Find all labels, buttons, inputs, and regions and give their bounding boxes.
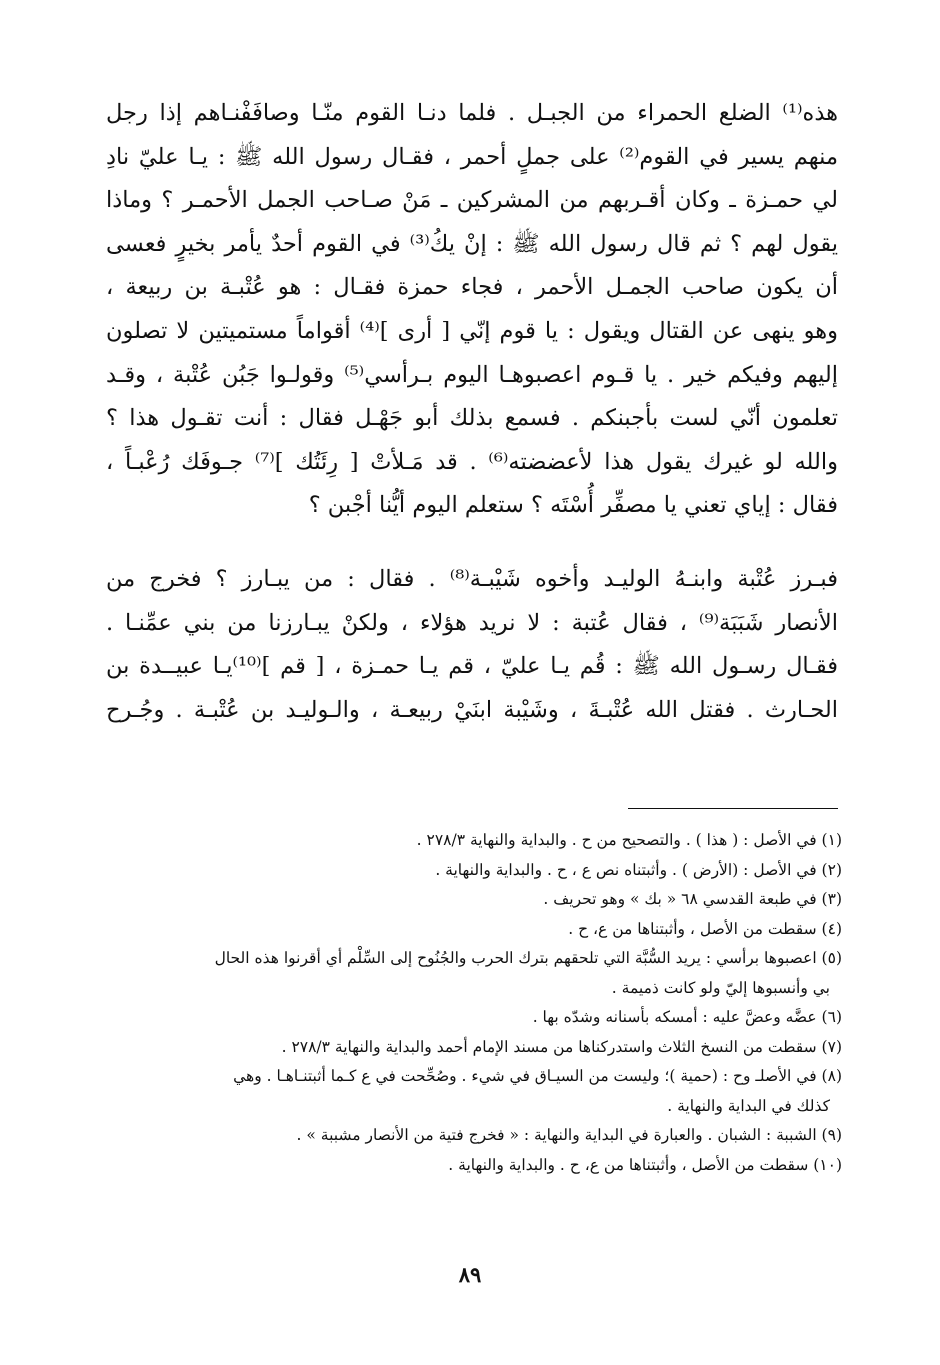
footnote-line: (١) في الأصل : ( هذا ) . والتصحيح من ح . والبداية والنهاية ٢٧٨/٣ . xyxy=(416,831,842,849)
footnote xyxy=(102,1121,842,1151)
text-line: فبـرز عُتْبة وابنـهُ الوليـد وأخوه شَيْبـة⁽⁸⁾ . فقال : من يبـارز ؟ فخرج من xyxy=(106,565,838,592)
footnote-line: (٦) عضَّه وعضَّ عليه : أمسكه بأسنانه وشدّه بها . xyxy=(532,1008,842,1026)
text-line: يقول لهم ؟ ثم قال رسول الله ﷺ : إنْ يكُ⁽³⁾ في القوم أحدٌ يأمر بخيرٍ فعسى xyxy=(106,230,838,257)
main-text xyxy=(106,92,838,732)
footnote-divider xyxy=(628,808,838,809)
footnote-line: (٧) سقطت من النسخ الثلاث واستدركناها من مسند الإمام أحمد والبداية والنهاية ٢٧٨/٣ . xyxy=(281,1037,842,1056)
text-line: تعلمون أنّي لست بأجبنكم . فسمع بذلك أبو جَهْـل فقال : أنت تقـول هذا ؟ xyxy=(106,405,838,432)
footnote-line: (٤) سقطت من الأصل ، وأثبتناها من ع، ح . xyxy=(568,919,842,938)
footnote-line: كذلك في البداية والنهاية . xyxy=(667,1096,830,1115)
footnote-line: (٣) في طبعة القدسي ٦٨ « بك » وهو تحريف . xyxy=(543,890,842,908)
footnote xyxy=(102,856,842,886)
footnote xyxy=(102,1003,842,1033)
paragraph-2 xyxy=(106,558,838,732)
footnote-line: بي وأنسبوها إليّ ولو كانت ذميمة . xyxy=(611,978,830,997)
paragraph-gap xyxy=(106,528,838,558)
footnote xyxy=(102,1151,842,1181)
footnote-line: (٢) في الأصل : (الأرض ) . وأثبتناه نص ع ، ح . والبداية والنهاية . xyxy=(435,860,842,879)
page-number: ٨٩ xyxy=(458,1262,482,1287)
text-line: الحـارث . فقتل الله عُتْبـةَ ، وشَيْبة ابنَيْ ربيعـة ، والـوليـد بن عُتْبـة . وجُـرح xyxy=(106,696,838,723)
text-line: إليهم وفيكم خير . يا قـوم اعصبوهـا اليوم بـرأسي⁽⁵⁾ وقولـوا جَبُن عُتْبة ، وقـد xyxy=(106,361,838,388)
footnote-line: (٨) في الأصلـ وح : (حمية )؛ وليست من السيـاق في شيء . وصُحِّحت في ع كـما أثبتنـاهـا . وهي xyxy=(233,1067,842,1085)
footnote xyxy=(102,826,842,856)
text-line: فقال : إياي تعني يا مصفِّر أُسْتَه ؟ ستعلم اليوم أيُّنا أجْبن ؟ xyxy=(308,492,838,519)
footnote xyxy=(102,944,842,1003)
text-line: أن يكون صاحب الجمـل الأحمر ، فجاء حمزة فقـال : هو عُتْبـة بن ربيعة ، xyxy=(106,274,838,301)
text-line: الأنصار شَبَبَة⁽⁹⁾ ، فقال عُتبة : لا نريد هؤلاء ، ولكنْ يبـارزنا من بني عمِّنـا . xyxy=(106,609,838,636)
text-line: والله لو غيرك يقول هذا لأعضضته⁽⁶⁾ . قد مَـلأتْ [ رِئَتُك ]⁽⁷⁾ جـوفَك رُعْبـاً ، xyxy=(106,448,838,475)
text-line: لي حمـزة ـ وكان أقـربهم من المشركين ـ مَنْ صـاحب الجمل الأحمـر ؟ وماذا xyxy=(106,187,838,214)
footnote xyxy=(102,885,842,915)
text-line: منهم يسير في القوم⁽²⁾ على جملٍ أحمر ، فقـال رسول الله ﷺ : يـا عليّ نادِ xyxy=(106,143,838,170)
text-line: هذه⁽¹⁾ الضلع الحمراء من الجبـل . فلما دنـا القوم منّـا وصافَفْنـاهم إذا رجل xyxy=(106,100,838,126)
footnotes xyxy=(102,826,842,1180)
text-line: فقـال رسـول الله ﷺ : قُم يـا عليّ ، قم يـا حمـزة ، [ قم ]⁽¹⁰⁾يـا عبيــدة بن xyxy=(106,653,839,680)
footnote xyxy=(102,915,842,945)
paragraph-1 xyxy=(106,92,838,528)
footnote-line: (٩) الشببة : الشبان . والعبارة في البداية والنهاية : « فخرج فتية من الأنصار مشببة » . xyxy=(296,1126,842,1144)
text-line: وهو ينهى عن القتال ويقول : يا قوم إنّي [ أرى ]⁽⁴⁾ أقواماً مستميتين لا تصلون xyxy=(106,317,839,344)
footnote-line: (١٠) سقطت من الأصل ، وأثبتناها من ع، ح . والبداية والنهاية . xyxy=(448,1155,842,1174)
footnote-line: (٥) اعصبوها برأسي : يريد السُّبَّة التي تلحقهم بترك الحرب والجُنُوح إلى السِّلْم أي أقرنوا هذه الحال xyxy=(214,949,842,967)
footnote xyxy=(102,1033,842,1063)
footnote xyxy=(102,1062,842,1121)
